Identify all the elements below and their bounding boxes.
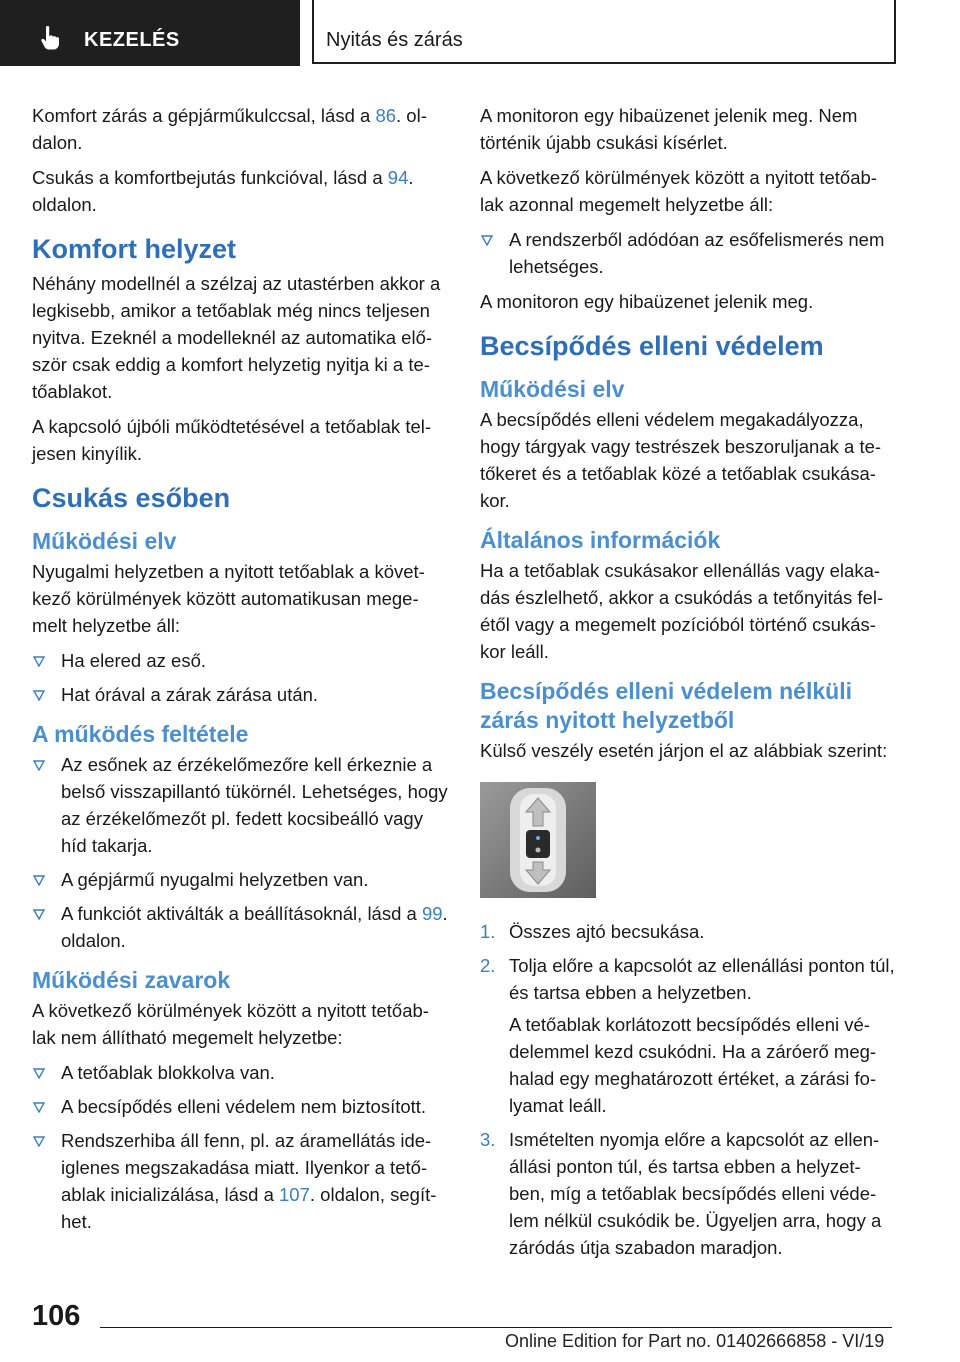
triangle-bullet-icon bbox=[33, 875, 45, 886]
page-ref-99[interactable]: 99 bbox=[421, 903, 443, 924]
step-number: 2. bbox=[480, 955, 496, 976]
general-info-paragraph: Ha a tetőablak csukásakor ellenállás vagy elaka-dás észlelhető, akkor a csukódás a tetőnyitás fel-étől vagy a megemelt pozícióból történő csukás-kor leáll. bbox=[480, 560, 884, 662]
triangle-bullet-icon bbox=[481, 235, 493, 246]
page-number: 106 bbox=[32, 1300, 81, 1332]
malfunction-heading: Működési zavarok bbox=[32, 967, 231, 993]
triangle-bullet-icon bbox=[33, 1068, 45, 1079]
pinch-principle-paragraph: A becsípődés elleni védelem megakadályozza, hogy tárgyak vagy testrészek beszoruljanak a te-tőkeret és a tetőablak közé a tetőablak csukása-kor. bbox=[480, 409, 882, 511]
chapter-tab bbox=[0, 0, 300, 66]
list-item: 1. Összes ajtó becsukása. bbox=[480, 918, 896, 945]
step-number: 3. bbox=[480, 1129, 496, 1150]
list-item: Rendszerhiba áll fenn, pl. az áramellátás ide-iglenes megszakadása miatt. Ilyenkor a tető-ablak inicializálása, lásd a 107. oldalon, segít-het. bbox=[32, 1127, 448, 1235]
operating-principle-heading: Működési elv bbox=[32, 528, 177, 554]
edition-text: Online Edition for Part no. 01402666858 - VI/19 bbox=[505, 1331, 885, 1351]
list-item: A funkciót aktiválták a beállításoknál, lásd a 99. oldalon. bbox=[32, 900, 448, 954]
left-column bbox=[32, 102, 448, 1243]
comfort-position-heading: Komfort helyzet bbox=[32, 234, 237, 264]
malfunction-paragraph: A következő körülmények között a nyitott tetőab-lak nem állítható megemelt helyzetbe: bbox=[32, 1000, 429, 1048]
step-number: 1. bbox=[480, 921, 496, 942]
list-item: 2. Tolja előre a kapcsolót az ellenállási ponton túl, és tartsa ebben a helyzetben. A tetőablak korlátozott becsípődés elleni vé-delemmel kezd csukódni. Ha a záróerő meg-halad egy meghatározott értéket, a zárási fo-lyamat leáll. bbox=[480, 952, 896, 1119]
pointing-hand-icon bbox=[40, 26, 62, 50]
principle-list bbox=[32, 647, 448, 708]
roof-switch-illustration bbox=[480, 782, 596, 898]
list-item: Az esőnek az érzékelőmezőre kell érkeznie a belső visszapillantó tükörnél. Lehetséges, hogy az érzékelőmezőt pl. fedett kocsibeálló vagy híd takarja. bbox=[32, 751, 448, 859]
triangle-bullet-icon bbox=[33, 1136, 45, 1147]
monitor-message-paragraph-2: A monitoron egy hibaüzenet jelenik meg. bbox=[480, 291, 814, 312]
section-label: Nyitás és zárás bbox=[326, 29, 463, 51]
rain-detection-list bbox=[480, 226, 896, 280]
footer-divider bbox=[100, 1327, 892, 1328]
chapter-label: KEZELÉS bbox=[84, 29, 180, 51]
comfort-paragraph-2: A kapcsoló újbóli működtetésével a tetőablak tel-jesen kinyílik. bbox=[32, 416, 432, 464]
condition-list bbox=[32, 751, 448, 954]
list-item: A becsípődés elleni védelem nem biztosított. bbox=[32, 1093, 448, 1120]
closing-without-pinch-heading: Becsípődés elleni védelem nélküli zárás nyitott helyzetből bbox=[480, 678, 852, 733]
principle-paragraph: Nyugalmi helyzetben a nyitott tetőablak a követ-kező körülmények között automatikusan mege-melt helyzetbe áll: bbox=[32, 561, 425, 636]
list-item: A rendszerből adódóan az esőfelismerés nem lehetséges. bbox=[480, 226, 896, 280]
conditions-paragraph: A következő körülmények között a nyitott tetőab-lak azonnal megemelt helyzetbe áll: bbox=[480, 167, 877, 215]
general-info-heading: Általános információk bbox=[480, 527, 721, 553]
rain-closing-heading: Csukás esőben bbox=[32, 483, 231, 513]
triangle-bullet-icon bbox=[33, 1102, 45, 1113]
triangle-bullet-icon bbox=[33, 690, 45, 701]
pinch-protection-heading: Becsípődés elleni védelem bbox=[480, 331, 824, 361]
closing-without-pinch-paragraph: Külső veszély esetén járjon el az alábbiak szerint: bbox=[480, 740, 888, 761]
list-item: Ha elered az eső. bbox=[32, 647, 448, 674]
page-ref-86[interactable]: 86 bbox=[375, 105, 397, 126]
triangle-bullet-icon bbox=[33, 656, 45, 667]
roof-switch-image bbox=[480, 782, 596, 898]
page-header bbox=[0, 0, 960, 66]
comfort-paragraph-1: Néhány modellnél a szélzaj az utastérben akkor a legkisebb, amikor a tetőablak még nincs teljesen nyitva. Ezeknél a modelleknél az automatika elő-ször csak eddig a komfort helyzetig nyitja ki a te-tőablakot. bbox=[32, 273, 441, 402]
malfunction-list bbox=[32, 1059, 448, 1235]
pinch-principle-heading: Működési elv bbox=[480, 376, 625, 402]
section-box bbox=[312, 0, 896, 64]
triangle-bullet-icon bbox=[33, 760, 45, 771]
page-ref-94[interactable]: 94 bbox=[387, 167, 409, 188]
list-item: A tetőablak blokkolva van. bbox=[32, 1059, 448, 1086]
step-note: A tetőablak korlátozott becsípődés elleni vé-delemmel kezd csukódni. Ha a záróerő meg-halad egy meghatározott értéket, a zárási fo-lyamat leáll. bbox=[509, 1014, 877, 1116]
list-item: 3. Ismételten nyomja előre a kapcsolót az ellen-állási ponton túl, és tartsa ebben a helyzet-ben, míg a tetőablak becsípődés elleni véde-lem nélkül csukódik be. Ügyeljen arra, hogy a záródás útja szabadon maradjon. bbox=[480, 1126, 896, 1261]
triangle-bullet-icon bbox=[33, 909, 45, 920]
intro-paragraph-2: Csukás a komfortbejutás funkcióval, lásd a 94. oldalon. bbox=[32, 167, 414, 215]
steps-list bbox=[480, 918, 896, 1261]
list-item: A gépjármű nyugalmi helyzetben van. bbox=[32, 866, 448, 893]
intro-paragraph-1: Komfort zárás a gépjárműkulccsal, lásd a 86. ol-dalon. bbox=[32, 105, 427, 153]
page-ref-107[interactable]: 107 bbox=[279, 1184, 310, 1205]
right-column bbox=[480, 102, 896, 1269]
list-item: Hat órával a zárak zárása után. bbox=[32, 681, 448, 708]
monitor-message-paragraph: A monitoron egy hibaüzenet jelenik meg. Nem történik újabb csukási kísérlet. bbox=[480, 105, 858, 153]
operating-condition-heading: A működés feltétele bbox=[32, 721, 249, 747]
